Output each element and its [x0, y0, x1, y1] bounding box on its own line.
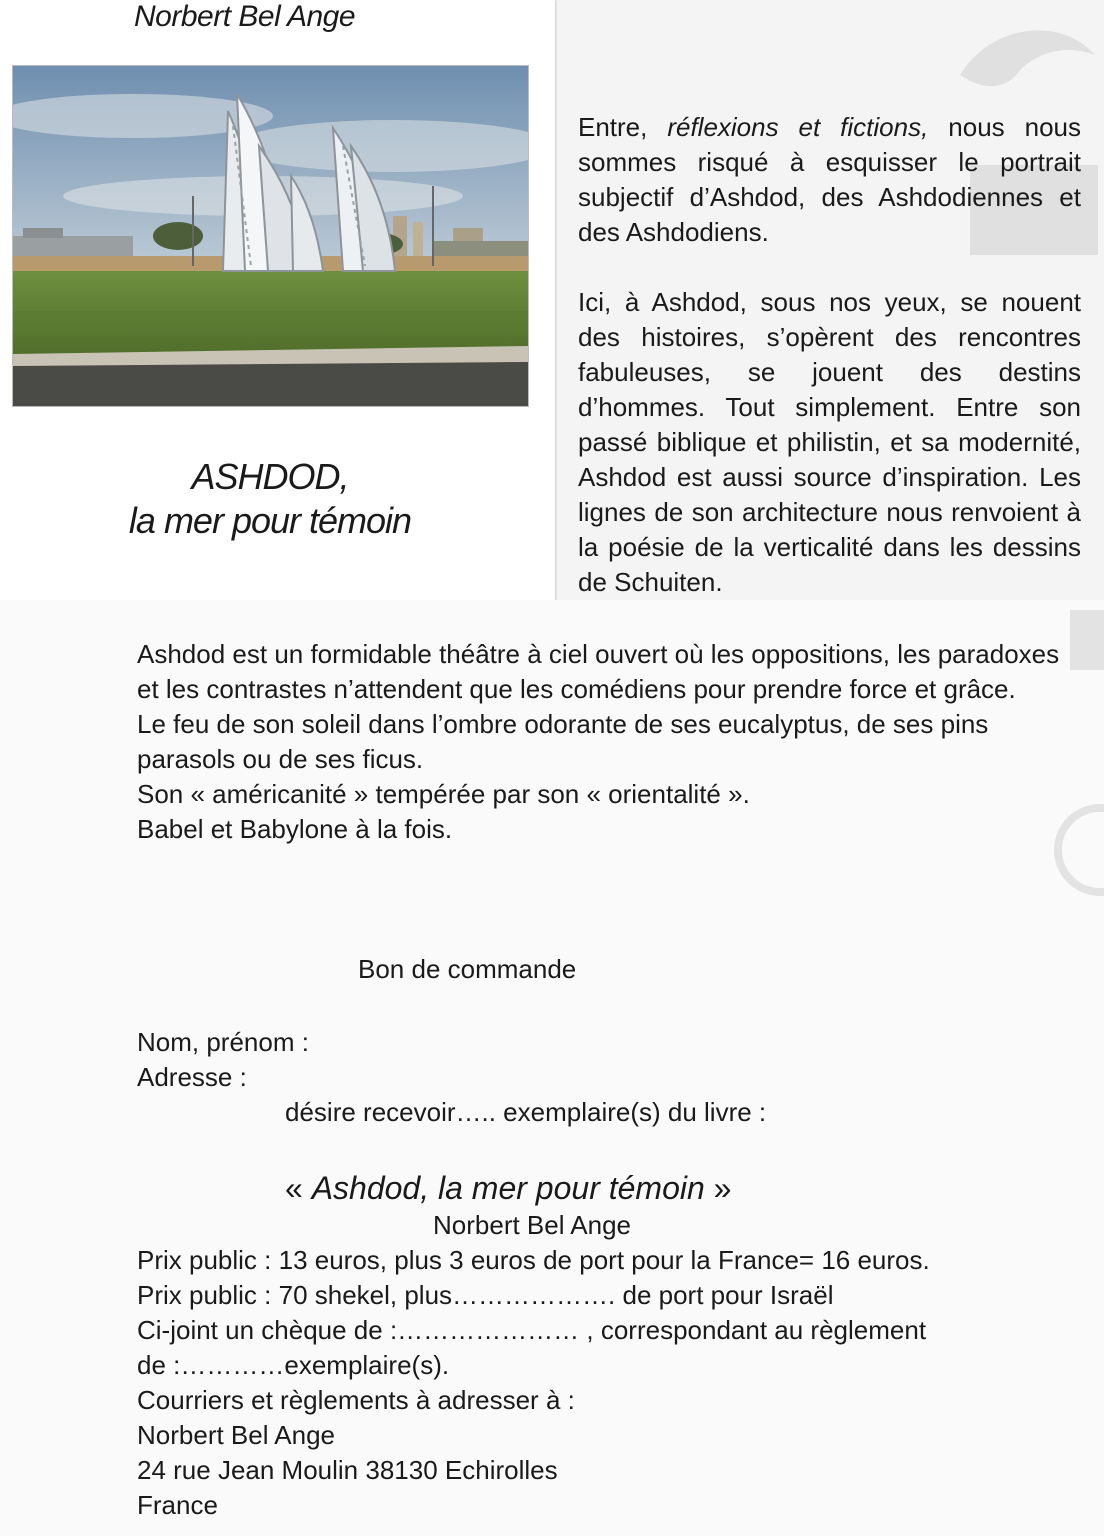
intro-paragraph-2: Ici, à Ashdod, sous nos yeux, se nouent des histoires, s’opèrent des rencontres fabuleuses, se jouent des destins d’hommes. Tout simplement. Entre son passé biblique et philistin, et sa modernité, Ashdod est aussi source d’inspiration. Les lignes de son architecture nous renvoient à la poésie de la verticalité dans les dessins de Schuiten. — [578, 287, 1081, 597]
order-form — [137, 1025, 1083, 1523]
book-title-line1: ASHDOD, — [191, 456, 349, 497]
intro-p1-before: Entre, — [578, 112, 668, 142]
address-label: Adresse : — [137, 1062, 247, 1092]
mail-label: Courriers et règlements à adresser à : — [137, 1385, 575, 1415]
author-name-header: Norbert Bel Ange — [134, 0, 356, 33]
cheque-line-1: Ci-joint un chèque de :………………… , correspondant au règlement — [137, 1315, 927, 1345]
book-reference-author: Norbert Bel Ange — [433, 1210, 632, 1240]
sail-sculpture-photo — [12, 65, 529, 407]
intro-p1-italic: réflexions et fictions, — [667, 112, 929, 142]
body-paragraph-1: Ashdod est un formidable théâtre à ciel ouvert où les oppositions, les paradoxes et les contrastes n’attendent que les comédiens pour prendre force et grâce. — [137, 639, 1060, 704]
address-street: 24 rue Jean Moulin 38130 Echirolles — [137, 1455, 558, 1485]
address-name: Norbert Bel Ange — [137, 1420, 336, 1450]
book-title-line2: la mer pour témoin — [128, 500, 412, 541]
wish-line: désire recevoir….. exemplaire(s) du livre : — [285, 1097, 767, 1127]
cheque-line-2: de :…………exemplaire(s). — [137, 1350, 450, 1380]
intro-p1-after: nous nous sommes risqué à esquisser le portrait subjectif d’Ashdod, des Ashdodiennes et des Ashdodiens. — [578, 112, 1081, 247]
book-reference-title: Ashdod, la mer pour témoin — [311, 1170, 705, 1206]
quote-close: » — [704, 1170, 732, 1206]
price-israel: Prix public : 70 shekel, plus………………. de port pour Israël — [137, 1280, 834, 1310]
body-paragraph-4: Babel et Babylone à la fois. — [137, 814, 453, 844]
body-text — [137, 637, 1083, 847]
intro-text — [578, 110, 1081, 600]
name-label: Nom, prénom : — [137, 1027, 309, 1057]
body-paragraph-3: Son « américanité » tempérée par son « orientalité ». — [137, 779, 750, 809]
address-country: France — [137, 1490, 218, 1520]
quote-open: « — [285, 1170, 312, 1206]
intro-paragraph-1 — [578, 110, 1081, 250]
book-cover-title — [70, 455, 470, 543]
price-france: Prix public : 13 euros, plus 3 euros de port pour la France= 16 euros. — [137, 1245, 930, 1275]
body-paragraph-2: Le feu de son soleil dans l’ombre odorante de ses eucalyptus, de ses pins parasols ou de ses ficus. — [137, 709, 989, 774]
order-form-heading: Bon de commande — [358, 954, 577, 984]
book-reference — [137, 1168, 1083, 1208]
